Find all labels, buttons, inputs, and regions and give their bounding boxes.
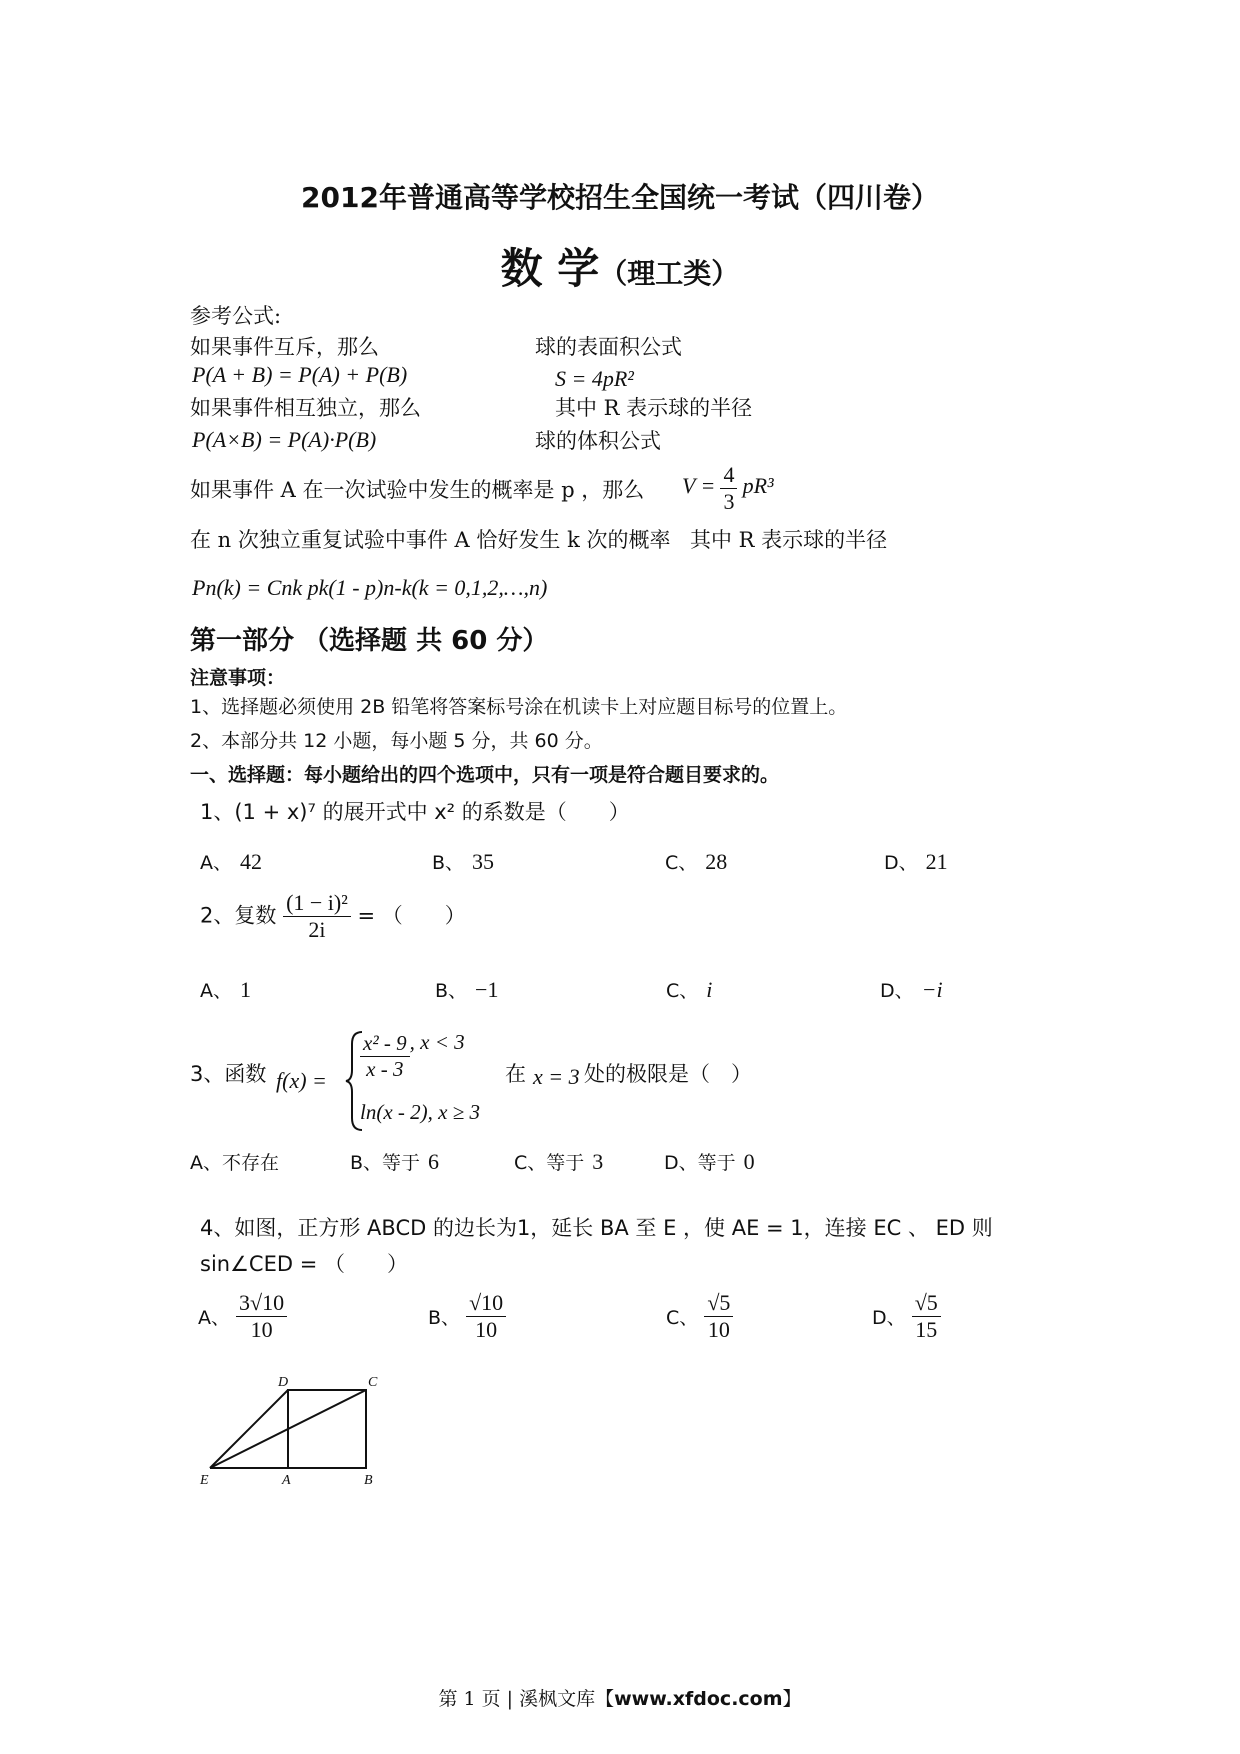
footer-end: 】: [782, 1688, 802, 1710]
q2-prefix: 2、复数: [200, 903, 277, 928]
sphere-volume-text: 球的体积公式: [535, 429, 661, 453]
q3-mid: 在: [505, 1062, 526, 1086]
option-value: 3: [592, 1149, 604, 1174]
option-label: B、: [435, 980, 468, 1002]
q2-option-a: [200, 976, 251, 1003]
subject-name: 数 学: [500, 244, 600, 293]
option-fraction: [912, 1290, 941, 1343]
option-value: 35: [472, 849, 495, 874]
option-value: 28: [705, 849, 728, 874]
option-num: √5: [912, 1290, 941, 1317]
option-den: 10: [250, 1317, 273, 1342]
option-label: C、: [666, 980, 699, 1002]
option-value: 6: [428, 1149, 440, 1174]
q2-stem: [200, 890, 466, 943]
option-label: D、: [880, 980, 914, 1002]
option-value: 0: [743, 1149, 755, 1174]
q4-stem-2: sin∠CED = （ ）: [200, 1252, 408, 1276]
option-label: A、: [200, 980, 232, 1002]
q3-case1: [360, 1030, 465, 1082]
q1-option-d: [884, 848, 948, 875]
volume-rhs: pR³: [742, 473, 774, 498]
option-fraction: [704, 1290, 733, 1343]
label-e: E: [200, 1473, 209, 1488]
label-d: D: [278, 1375, 289, 1390]
event-prob-text: 如果事件 A 在一次试验中发生的概率是 p ，那么: [190, 478, 645, 502]
option-label: D、: [872, 1307, 906, 1329]
volume-num: 4: [720, 462, 737, 489]
q3-point: x = 3: [533, 1064, 580, 1089]
formula-sphere-area: S = 4pR²: [555, 366, 634, 391]
formula-binomial: Pn(k) = Cnk pk(1 - p)n-k(k = 0,1,2,…,n): [192, 575, 548, 600]
sphere-area-text: 球的表面积公式: [535, 335, 682, 359]
option-value: −i: [921, 977, 943, 1002]
option-den: 15: [915, 1317, 938, 1342]
q4-option-d: [872, 1290, 941, 1343]
option-label: D、等于: [664, 1152, 736, 1174]
q3-suffix: 处的极限是（ ）: [584, 1062, 752, 1086]
q2-option-b: [435, 976, 498, 1003]
q4-option-b: [428, 1290, 506, 1343]
q3-case1-den: x - 3: [366, 1057, 404, 1081]
option-value: 21: [925, 849, 948, 874]
option-value: i: [706, 977, 713, 1002]
option-label: C、: [665, 852, 698, 874]
q3-case1-cond: , x < 3: [409, 1030, 465, 1054]
option-label: A、: [200, 852, 232, 874]
option-label: B、: [428, 1307, 461, 1329]
q4-figure: [196, 1370, 386, 1490]
subject-note: （理工类）: [599, 257, 740, 290]
option-den: 10: [707, 1317, 730, 1342]
q3-func: f(x) =: [276, 1068, 327, 1093]
notice-1: 1、选择题必须使用 2B 铅笔将答案标号涂在机读卡上对应题目标号的位置上。: [190, 696, 848, 718]
q2-frac-den: 2i: [308, 917, 326, 942]
formula-mutex: P(A + B) = P(A) + P(B): [192, 362, 408, 387]
option-label: B、: [432, 852, 465, 874]
q2-suffix: = （ ）: [357, 903, 466, 928]
option-value: 42: [240, 849, 262, 874]
label-c: C: [368, 1375, 378, 1390]
q4-option-c: [666, 1290, 733, 1343]
q3-case1-fraction: [360, 1031, 410, 1082]
label-a: A: [282, 1473, 291, 1488]
q3-case1-num: x² - 9: [360, 1031, 410, 1057]
section-title: 一、选择题：每小题给出的四个选项中，只有一项是符合题目要求的。: [190, 764, 780, 786]
q1-option-a: [200, 848, 262, 875]
q3-prefix: 3、函数: [190, 1062, 267, 1086]
formula-indep: P(A×B) = P(A)·P(B): [192, 427, 377, 452]
label-b: B: [364, 1473, 373, 1488]
option-den: 10: [475, 1317, 498, 1342]
formula-indep-text: 如果事件相互独立，那么: [190, 396, 421, 420]
q3-option-d: [664, 1148, 755, 1175]
volume-fraction: [720, 462, 737, 515]
option-label: C、等于: [514, 1152, 585, 1174]
part1-heading: 第一部分 （选择题 共 60 分）: [190, 626, 549, 656]
q2-option-d: [880, 976, 943, 1003]
option-fraction: [466, 1290, 506, 1343]
formula-mutex-text: 如果事件互斥，那么: [190, 335, 379, 359]
option-value: 1: [240, 977, 251, 1002]
radius-note-2: 其中 R 表示球的半径: [690, 528, 888, 552]
q1-option-c: [665, 848, 727, 875]
repeat-trials-text: 在 n 次独立重复试验中事件 A 恰好发生 k 次的概率: [190, 528, 671, 552]
volume-lhs: V =: [682, 473, 716, 498]
notice-title: 注意事项：: [190, 667, 286, 689]
q3-option-c: [514, 1148, 603, 1175]
option-label: A、: [198, 1307, 230, 1329]
q2-fraction: [283, 890, 351, 943]
square-abcd: [288, 1390, 366, 1468]
formulas-heading: 参考公式:: [190, 304, 282, 328]
subject-title: [0, 236, 1240, 296]
q3-option-a: [190, 1148, 279, 1175]
q1-option-b: [432, 848, 494, 875]
option-label: D、: [884, 852, 918, 874]
option-label: C、: [666, 1307, 699, 1329]
q2-frac-num: (1 − i)²: [283, 890, 351, 917]
option-num: 3√10: [236, 1290, 287, 1317]
option-label: B、等于: [350, 1152, 421, 1174]
q4-option-a: [198, 1290, 287, 1343]
option-fraction: [236, 1290, 287, 1343]
q2-option-c: [666, 976, 712, 1003]
option-num: √10: [466, 1290, 506, 1317]
q3-case2: ln(x - 2), x ≥ 3: [360, 1100, 480, 1124]
option-value: 不存在: [222, 1152, 280, 1174]
option-label: A、: [190, 1152, 222, 1174]
footer-url[interactable]: www.xfdoc.com: [614, 1688, 783, 1710]
formula-sphere-volume: [682, 462, 774, 515]
exam-title: 2012年普通高等学校招生全国统一考试（四川卷）: [301, 181, 939, 214]
radius-note-1: 其中 R 表示球的半径: [555, 396, 753, 420]
footer-page: 第 1 页 | 溪枫文库【: [438, 1688, 615, 1710]
volume-den: 3: [723, 489, 735, 514]
q1-stem: 1、(1 + x)⁷ 的展开式中 x² 的系数是（ ）: [200, 800, 630, 824]
notice-2: 2、本部分共 12 小题，每小题 5 分，共 60 分。: [190, 730, 603, 752]
segment-ed: [210, 1390, 288, 1468]
option-value: −1: [475, 977, 499, 1002]
q4-stem: 4、如图，正方形 ABCD 的边长为1，延长 BA 至 E ，使 AE = 1，连接 EC 、 ED 则: [200, 1216, 993, 1240]
q3-option-b: [350, 1148, 439, 1175]
page-footer: [0, 1684, 1240, 1711]
option-num: √5: [704, 1290, 733, 1317]
